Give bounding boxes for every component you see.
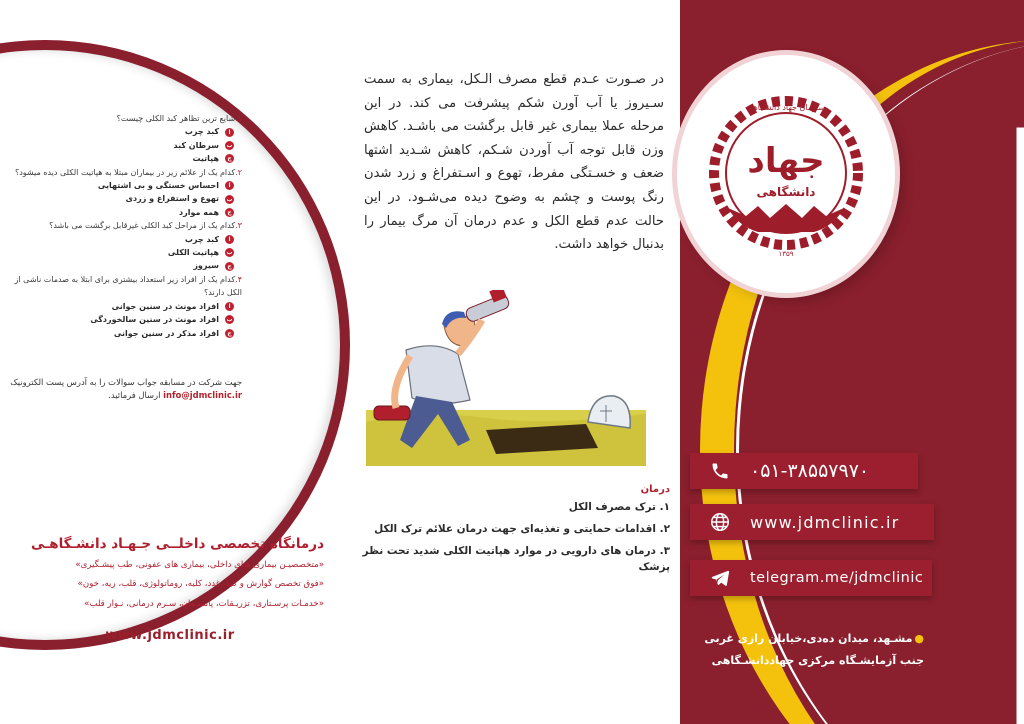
quiz-note-text: جهت شرکت در مسابقه جواب سوالات را به آدرس پست الکترونیک	[10, 377, 242, 387]
clinic-services	[20, 556, 324, 614]
quiz-option[interactable]	[6, 206, 234, 219]
logo-arc-text: سازمان جهاد دانشگاهی	[746, 103, 826, 112]
clinic-service-line: «متخصصیـن بیماری هـای داخلی، بیماری های عفونی، طب پیشـگیری»	[75, 560, 324, 570]
clinic-title: درمانگاه تخصصی داخلــی جـهـاد دانشـگاهـی	[30, 536, 324, 552]
quiz-option-text: افراد مونث در سنین سالخوردگی	[90, 315, 219, 325]
jahad-logo	[698, 80, 874, 266]
logo-name: جهاد	[747, 141, 825, 181]
quiz-option[interactable]	[6, 192, 234, 205]
quiz-option-text: افراد مونث در سنین جوانی	[111, 301, 219, 311]
quiz-option[interactable]	[6, 327, 234, 340]
phone-number: ۰۵۱-۳۸۵۵۷۹۷۰	[750, 460, 870, 482]
address-block	[688, 628, 924, 672]
treatment-item: ۲. اقدامات حمایتی و تغذیه‌ای جهت درمان علائم ترک الکل	[374, 523, 670, 535]
quiz-option-bullet: ج	[225, 262, 234, 271]
gravestone	[588, 396, 630, 428]
quiz-option[interactable]	[6, 139, 234, 152]
quiz-question-text: کدام یک از مراحل کبد الکلی غیرقابل برگشت می باشد؟	[49, 221, 236, 231]
quiz-note	[6, 376, 242, 402]
quiz-question	[6, 166, 242, 179]
quiz-option-bullet: ا	[225, 302, 234, 311]
phone-icon	[690, 461, 750, 481]
quiz-option[interactable]	[6, 233, 234, 246]
quiz-option-text: افراد مذکر در سنین جوانی	[113, 328, 219, 338]
quiz-email-link[interactable]: info@jdmclinic.ir	[163, 390, 242, 400]
treatment-item: ۳. درمان های دارویی در موارد هپاتیت الکلی شدید تحت نظر پزشک	[362, 545, 670, 573]
quiz-option-bullet: ج	[225, 329, 234, 338]
quiz-option[interactable]	[6, 125, 234, 138]
clinic-service-line: «فوق تخصص گوارش و کبد، غدد، کلیه، روماتولوژی، قلب، ریه، خون»	[77, 579, 324, 590]
quiz-option[interactable]	[6, 179, 234, 192]
quiz-question	[6, 219, 242, 232]
quiz-option-text: کبد چرب	[184, 234, 219, 244]
quiz-question	[6, 273, 242, 300]
telegram-url: telegram.me/jdmclinic	[750, 570, 924, 586]
quiz-option-bullet: ج	[225, 208, 234, 217]
quiz-option-text: کبد چرب	[184, 127, 219, 137]
quiz-option-text: تهوع و استفراغ و زردی	[125, 194, 219, 204]
quiz-note-end: ارسال فرمائید.	[108, 390, 161, 400]
logo-subtitle: دانشگاهی	[756, 185, 816, 199]
quiz-option[interactable]	[6, 300, 234, 313]
location-pin-icon: ●	[914, 632, 924, 645]
quiz-question-number: ۳.	[235, 221, 242, 231]
quiz-option-text: هپاتیت الکلی	[167, 248, 219, 258]
quiz-option-bullet: ا	[225, 181, 234, 190]
logo-year: ۱۳۵۹	[778, 250, 794, 258]
quiz-option-bullet: ب	[226, 249, 233, 257]
telegram-bar[interactable]	[690, 560, 932, 596]
telegram-icon	[690, 568, 750, 588]
quiz-option-bullet: ج	[225, 154, 234, 163]
address-line: مشـهد، میدان ده‌دی،خیابان رازی غربی	[704, 632, 913, 645]
quiz-question-number: ۱.	[235, 114, 242, 123]
clinic-website-link[interactable]: www.jdmclinic.ir	[105, 628, 235, 643]
quiz-option-bullet: ا	[225, 128, 234, 137]
quiz-option-text: سیروز	[193, 261, 219, 271]
quiz-option-bullet: ب	[226, 142, 233, 150]
website-url: www.jdmclinic.ir	[750, 512, 900, 532]
quiz-option-text: احساس خستگی و بی اشتهایی	[97, 181, 219, 191]
treatment-item: ۱. ترک مصرف الکل	[568, 501, 670, 513]
quiz-option-bullet: ب	[226, 195, 233, 203]
quiz-question-number: ۲.	[235, 167, 242, 177]
bottle-hand	[374, 406, 410, 420]
quiz-question-text: شایع ترین تظاهر کبد الکلی چیست؟	[116, 114, 236, 123]
address-line: جنب آزمایشـگاه مرکزی جهاددانشـگاهی	[711, 654, 924, 667]
drinking-man-illustration	[366, 290, 666, 470]
quiz-option[interactable]	[6, 313, 234, 326]
quiz-question-number: ۴.	[235, 274, 242, 284]
quiz-option-text: همه موارد	[179, 207, 219, 217]
quiz-option[interactable]	[6, 152, 234, 165]
quiz-option-bullet: ا	[225, 235, 234, 244]
quiz-question	[6, 112, 242, 125]
website-bar[interactable]	[690, 504, 934, 540]
cirrhosis-paragraph: در صـورت عـدم قطع مصرف الـکل، بیماری به سمت سـیروز یا آب آورن شکم پیشرفت می کند. در این مرحله عملا بیماری غیر قابل برگشت می باشـد. کاهش وزن قابل توجه آب آوردن شـکم، کاهش شـدید اشتها ضعف و خسـتگی مفرط، تهوع و اسـتفراغ و زرد شدن رنگ پوست و چشم به وضوح دیده می‌شـود. در این حالت عدم قطع الکل و عدم درمان آن مرگ بیمار را بدنبال خواهد داشت.	[364, 72, 664, 253]
quiz-option-text: سرطان کبد	[173, 140, 219, 150]
treatment-section	[360, 484, 670, 581]
treatment-title: درمان	[640, 484, 670, 495]
globe-icon	[690, 511, 750, 533]
quiz-option-bullet: ب	[226, 316, 233, 324]
quiz-option-text: هپاتیت	[192, 154, 219, 164]
quiz-option[interactable]	[6, 259, 234, 272]
clinic-service-line: «خدمـات پرسـتاری، تزریـقات، پانسـمان، سـرم درمانی، نـوار قلب»	[84, 598, 324, 609]
quiz-question-text: کدام یک از علائم زیر در بیماران مبتلا به هپاتیت الکلی دیده میشود؟	[14, 167, 236, 177]
quiz-section	[6, 112, 242, 340]
quiz-option[interactable]	[6, 246, 234, 259]
quiz-question-text: کدام یک از افراد زیر استعداد بیشتری برای ابتلا به صدمات ناشی از الکل دارند؟	[14, 274, 242, 298]
phone-bar[interactable]	[690, 453, 918, 489]
